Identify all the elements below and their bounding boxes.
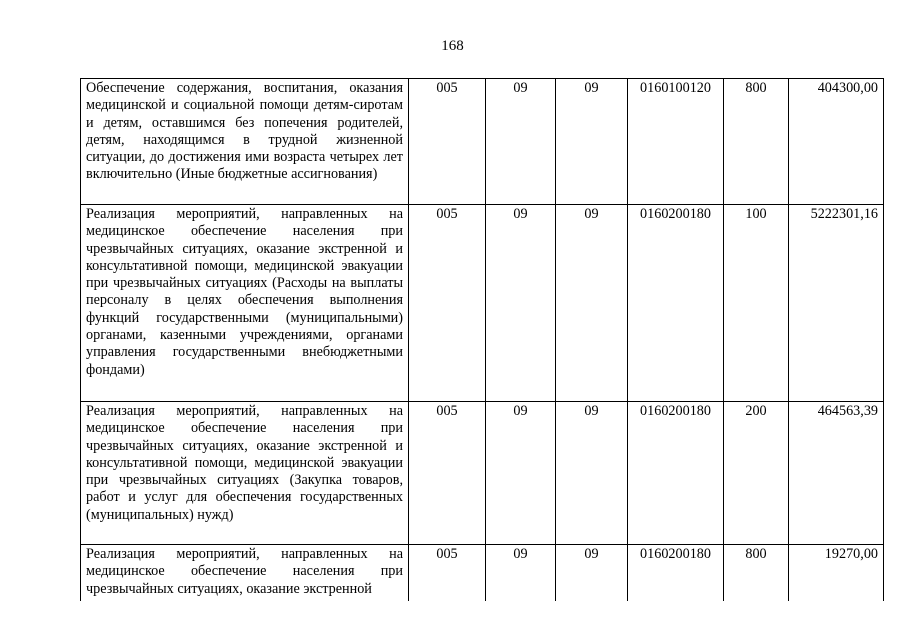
ministry-code: 005	[409, 205, 486, 402]
row-description: Реализация мероприятий, направленных на медицинское обеспечение населения при чрезвычайных ситуациях, оказание экстренной и консультативной помощи, медицинской эвакуации при чрезвычайных ситуациях (Расходы на выплаты персоналу в целях обеспечения выполнения функций государственными (муниципальными) органами, казенными учреждениями, органами управления государственными внебюджетными фондами)	[81, 205, 409, 402]
ministry-code: 005	[409, 545, 486, 601]
section-code: 09	[486, 79, 556, 205]
expense-type-code: 800	[724, 545, 789, 601]
table-row	[81, 545, 884, 601]
amount-value: 464563,39	[789, 402, 884, 545]
page-number: 168	[441, 38, 464, 54]
amount-value: 404300,00	[789, 79, 884, 205]
row-description: Реализация мероприятий, направленных на медицинское обеспечение населения при чрезвычайных ситуациях, оказание экстренной и консультативной помощи, медицинской эвакуации при чрезвычайных ситуациях (Закупка товаров, работ и услуг для обеспечения государственных (муниципальных) нужд)	[81, 402, 409, 545]
table-row	[81, 402, 884, 545]
subsection-code: 09	[556, 79, 628, 205]
ministry-code: 005	[409, 79, 486, 205]
section-code: 09	[486, 402, 556, 545]
ministry-code: 005	[409, 402, 486, 545]
expense-type-code: 200	[724, 402, 789, 545]
subsection-code: 09	[556, 205, 628, 402]
expense-type-code: 100	[724, 205, 789, 402]
budget-table	[80, 78, 884, 601]
row-description: Обеспечение содержания, воспитания, оказания медицинской и социальной помощи детям-сиротам и детям, оставшимся без попечения родителей, детям, находящимся в трудной жизненной ситуации, до достижения ими возраста четырех лет включительно (Иные бюджетные ассигнования)	[81, 79, 409, 205]
section-code: 09	[486, 205, 556, 402]
amount-value: 5222301,16	[789, 205, 884, 402]
table-row	[81, 205, 884, 402]
row-description: Реализация мероприятий, направленных на медицинское обеспечение населения при чрезвычайных ситуациях, оказание экстренной	[81, 545, 409, 601]
subsection-code: 09	[556, 402, 628, 545]
target-article-code: 0160200180	[628, 545, 724, 601]
expense-type-code: 800	[724, 79, 789, 205]
target-article-code: 0160100120	[628, 79, 724, 205]
table-row	[81, 79, 884, 205]
target-article-code: 0160200180	[628, 205, 724, 402]
section-code: 09	[486, 545, 556, 601]
amount-value: 19270,00	[789, 545, 884, 601]
subsection-code: 09	[556, 545, 628, 601]
target-article-code: 0160200180	[628, 402, 724, 545]
